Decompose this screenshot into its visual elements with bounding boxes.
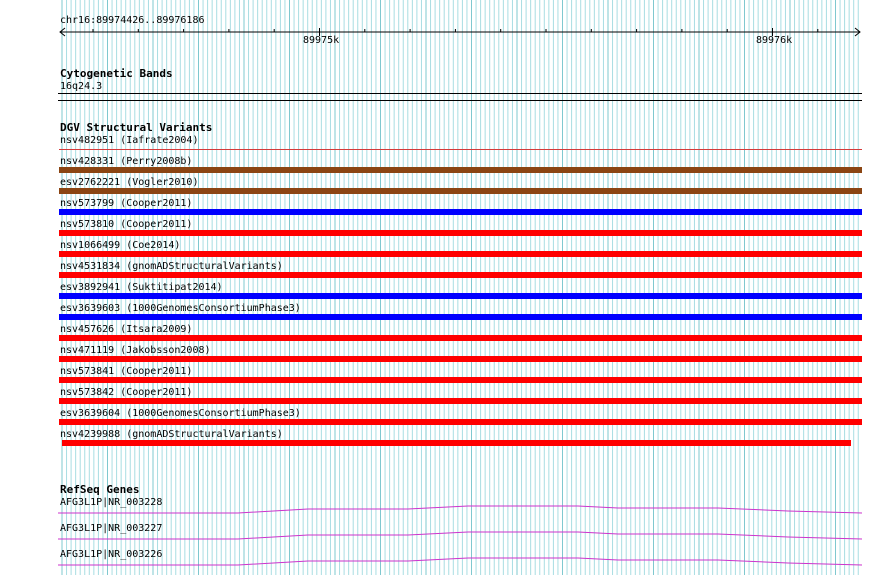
dgv-variant-bar[interactable] xyxy=(59,398,862,404)
dgv-variant-label[interactable]: nsv4531834 (gnomADStructuralVariants) xyxy=(60,261,283,272)
refseq-track-title: RefSeq Genes xyxy=(60,483,140,496)
dgv-variant-bar[interactable] xyxy=(59,419,862,425)
dgv-variant-bar[interactable] xyxy=(59,335,862,341)
refseq-gene-model[interactable] xyxy=(58,557,864,567)
dgv-variant-label[interactable]: nsv573799 (Cooper2011) xyxy=(60,198,193,209)
refseq-gene-model[interactable] xyxy=(58,505,864,515)
dgv-variant-label[interactable]: nsv573842 (Cooper2011) xyxy=(60,387,193,398)
cytoband-line-bottom xyxy=(58,100,862,101)
dgv-variant-label[interactable]: nsv573810 (Cooper2011) xyxy=(60,219,193,230)
refseq-exon-intron-line xyxy=(58,558,862,565)
dgv-variant-label[interactable]: nsv471119 (Jakobsson2008) xyxy=(60,345,211,356)
dgv-variant-bar[interactable] xyxy=(59,251,862,257)
ruler-axis xyxy=(58,26,864,40)
refseq-exon-intron-line xyxy=(58,532,862,539)
dgv-variant-label[interactable]: esv3639604 (1000GenomesConsortiumPhase3) xyxy=(60,408,301,419)
refseq-gene-label[interactable]: AFG3L1P|NR_003228 xyxy=(60,497,163,508)
refseq-gene-model[interactable] xyxy=(58,531,864,541)
cytoband-line-top xyxy=(58,93,862,94)
dgv-variant-bar[interactable] xyxy=(59,377,862,383)
dgv-variant-bar[interactable] xyxy=(59,293,862,299)
dgv-variant-bar[interactable] xyxy=(62,440,851,446)
dgv-variant-bar[interactable] xyxy=(59,230,862,236)
dgv-variant-label[interactable]: esv3639603 (1000GenomesConsortiumPhase3) xyxy=(60,303,301,314)
cytoband-label: 16q24.3 xyxy=(60,81,103,92)
dgv-variant-bar[interactable] xyxy=(59,272,862,278)
dgv-variant-label[interactable]: nsv428331 (Perry2008b) xyxy=(60,156,193,167)
dgv-variant-bar[interactable] xyxy=(59,356,862,362)
cytobands-track-title: Cytogenetic Bands xyxy=(60,67,173,80)
dgv-variant-bar[interactable] xyxy=(59,209,862,215)
dgv-variant-label[interactable]: nsv4239988 (gnomADStructuralVariants) xyxy=(60,429,283,440)
location-label: chr16:89974426..89976186 xyxy=(60,15,205,26)
tick-label-89975k: 89975k xyxy=(303,35,340,46)
dgv-variant-bar[interactable] xyxy=(59,188,862,194)
dgv-variant-label[interactable]: esv2762221 (Vogler2010) xyxy=(60,177,199,188)
refseq-gene-label[interactable]: AFG3L1P|NR_003226 xyxy=(60,549,163,560)
dgv-variant-bar[interactable] xyxy=(59,314,862,320)
dgv-variant-label[interactable]: nsv573841 (Cooper2011) xyxy=(60,366,193,377)
refseq-gene-label[interactable]: AFG3L1P|NR_003227 xyxy=(60,523,163,534)
dgv-variant-bar[interactable] xyxy=(59,149,862,150)
refseq-exon-intron-line xyxy=(58,506,862,513)
dgv-variant-label[interactable]: nsv482951 (Iafrate2004) xyxy=(60,135,199,146)
dgv-track-title: DGV Structural Variants xyxy=(60,121,213,134)
dgv-variant-label[interactable]: nsv1066499 (Coe2014) xyxy=(60,240,181,251)
dgv-variant-bar[interactable] xyxy=(59,167,862,173)
tick-label-89976k: 89976k xyxy=(756,35,793,46)
dgv-variant-label[interactable]: esv3892941 (Suktitipat2014) xyxy=(60,282,223,293)
dgv-variant-label[interactable]: nsv457626 (Itsara2009) xyxy=(60,324,193,335)
